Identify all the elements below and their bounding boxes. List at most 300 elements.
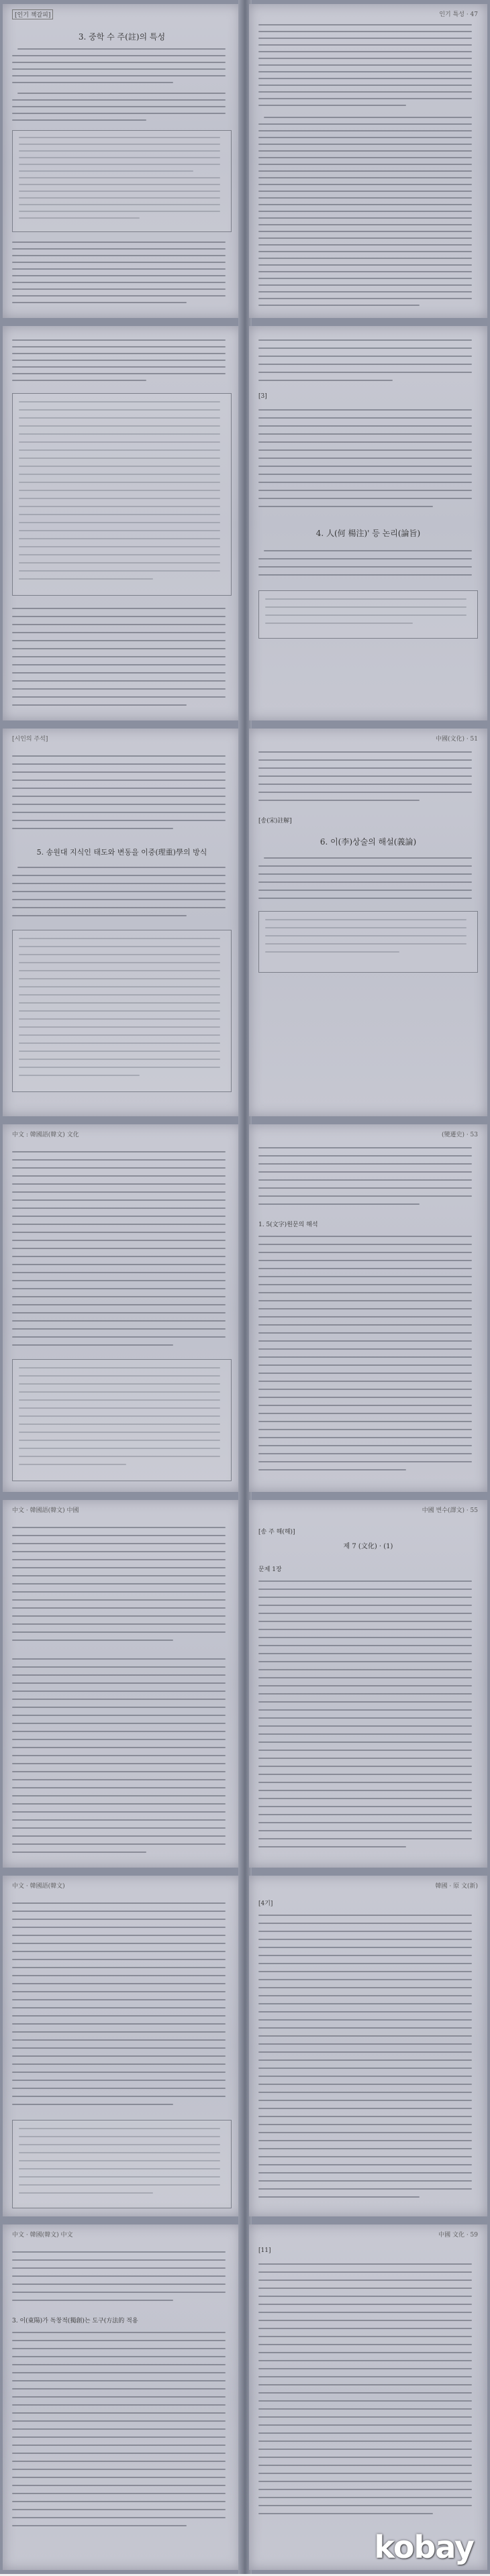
text-line (258, 1373, 472, 1374)
text-line (258, 425, 472, 427)
text-line (258, 1179, 472, 1181)
text-line (258, 237, 472, 239)
text-line (19, 417, 220, 419)
text-line (19, 2152, 220, 2153)
text-line (12, 2063, 226, 2065)
text-line (258, 865, 472, 867)
text-line (258, 1187, 472, 1189)
text-line (258, 197, 472, 199)
text-line (12, 1543, 226, 1544)
subsection-label: [송(宋)註解] (258, 818, 292, 824)
text-line (258, 2473, 472, 2474)
text-line (258, 1284, 472, 1285)
text-line (19, 1383, 220, 1385)
text-line (258, 144, 472, 145)
text-line (258, 2092, 472, 2093)
text-line (258, 441, 472, 443)
text-line (258, 1163, 472, 1165)
text-line (258, 1260, 472, 1261)
text-line (258, 2172, 472, 2174)
text-line (19, 530, 220, 531)
text-line (258, 123, 472, 125)
text-line (12, 1731, 226, 1732)
text-line (12, 1607, 226, 1609)
text-line (258, 881, 472, 883)
text-line (258, 51, 472, 52)
text-line (258, 2051, 472, 2053)
text-line (258, 890, 472, 891)
text-line (258, 1621, 472, 1622)
right-page (249, 326, 487, 720)
left-page (3, 1500, 241, 1868)
text-line (258, 1292, 472, 1293)
text-line (258, 1790, 472, 1791)
text-line (12, 2340, 226, 2341)
text-line (19, 177, 220, 178)
text-line (12, 1779, 226, 1780)
text-line (19, 466, 220, 467)
text-line (258, 2320, 472, 2321)
text-line (19, 514, 220, 515)
text-line (258, 1685, 472, 1686)
text-line (12, 2104, 173, 2105)
text-line (12, 1175, 226, 1177)
subsection-label: 3. 이(東陽)가 독창적(獨創)는 도구(方法的 적용 (12, 2318, 138, 2324)
text-line (12, 1927, 226, 1928)
text-line (12, 1747, 226, 1748)
text-line (12, 1763, 226, 1764)
text-line (12, 1771, 226, 1772)
page-spread-photo (0, 0, 490, 324)
text-line (258, 482, 472, 483)
section-heading: 4. 人(何 楊注)' 등 논리(論旨) (315, 529, 421, 538)
text-line (12, 632, 226, 633)
text-line (19, 217, 140, 219)
text-line (17, 48, 226, 50)
text-line (12, 2469, 226, 2470)
text-line (12, 616, 226, 617)
text-line (12, 268, 226, 270)
text-line (19, 1464, 126, 1465)
text-line (12, 1943, 226, 1944)
text-line (12, 346, 226, 347)
text-line (258, 2360, 472, 2361)
text-line (258, 2180, 472, 2182)
text-line (258, 224, 472, 225)
text-line (258, 2408, 472, 2410)
text-line (19, 184, 220, 185)
text-line (258, 1979, 472, 1980)
text-line (258, 1437, 472, 1438)
running-header: 中國 변수(譯文) · 55 (422, 1507, 478, 1514)
text-line (19, 570, 220, 572)
text-line (12, 1336, 226, 1338)
text-line (258, 449, 472, 451)
text-line (265, 935, 467, 936)
text-line (12, 2461, 226, 2462)
text-line (258, 2196, 420, 2198)
text-line (258, 1461, 472, 1462)
right-page (249, 1124, 487, 1492)
page-spread-photo (0, 1872, 490, 2222)
text-line (258, 490, 472, 491)
right-page (249, 2224, 487, 2570)
commentary-box (12, 393, 232, 596)
text-line (12, 1951, 226, 1952)
text-line (258, 24, 472, 25)
text-line (258, 2068, 472, 2069)
text-line (12, 1328, 226, 1330)
text-line (258, 2497, 472, 2498)
running-header: 中文 · 韓國語(韓文) 中國 (12, 1507, 79, 1514)
text-line (12, 2493, 226, 2494)
text-line (19, 2144, 220, 2145)
text-line (12, 828, 173, 829)
text-line (12, 1723, 226, 1724)
text-line (12, 812, 226, 813)
text-line (258, 2481, 472, 2482)
text-line (258, 558, 472, 559)
text-line (258, 1725, 472, 1727)
text-line (12, 2332, 226, 2333)
text-line (258, 2156, 472, 2157)
text-line (12, 1191, 226, 1193)
text-line (19, 562, 220, 564)
text-line (258, 751, 472, 753)
text-line (265, 598, 467, 600)
text-line (12, 915, 187, 916)
text-line (258, 759, 472, 761)
text-line (258, 2352, 472, 2353)
text-line (12, 113, 226, 114)
text-line (12, 2007, 226, 2008)
subsection-label: 문제 1장 (258, 1566, 282, 1573)
text-line (19, 946, 220, 947)
text-line (12, 2292, 226, 2293)
text-line (12, 99, 226, 101)
left-page (3, 1876, 241, 2216)
text-line (258, 170, 472, 172)
text-line (258, 2084, 472, 2085)
text-line (12, 2348, 226, 2349)
text-line (258, 1429, 472, 1430)
running-header: 中國(文化) · 51 (435, 736, 478, 743)
text-line (12, 1312, 226, 1313)
text-line (19, 1448, 220, 1449)
text-line (19, 433, 220, 435)
text-line (12, 1715, 226, 1716)
text-line (12, 1159, 226, 1161)
text-line (19, 578, 153, 580)
text-line (12, 1272, 226, 1273)
text-line (258, 784, 472, 785)
text-line (12, 2259, 226, 2261)
text-line (258, 2140, 472, 2141)
text-line (12, 1344, 173, 1346)
text-line (258, 1453, 472, 1454)
text-line (19, 1067, 220, 1068)
text-line (258, 1300, 472, 1301)
running-header: [시인의 주석] (12, 736, 48, 743)
text-line (258, 38, 472, 39)
text-line (258, 1838, 472, 1839)
text-line (258, 1782, 472, 1783)
text-line (258, 184, 472, 185)
text-line (258, 1364, 472, 1366)
text-line (12, 1199, 226, 1201)
text-line (258, 2336, 472, 2337)
text-line (258, 2116, 472, 2117)
text-line (12, 2015, 226, 2017)
text-line (258, 347, 472, 349)
text-line (258, 78, 472, 79)
text-line (12, 1851, 146, 1853)
text-line (258, 258, 472, 259)
text-line (19, 449, 220, 451)
text-line (12, 2080, 226, 2081)
text-line (258, 1939, 472, 1940)
right-page (249, 1500, 487, 1868)
text-line (258, 1340, 472, 1342)
text-line (12, 1216, 226, 1217)
text-line (258, 91, 472, 93)
text-line (12, 672, 226, 674)
text-line (19, 474, 220, 475)
text-line (258, 2344, 472, 2345)
text-line (258, 71, 472, 72)
text-line (12, 1935, 226, 1936)
text-line (258, 506, 433, 507)
text-line (12, 373, 226, 374)
text-line (12, 2477, 226, 2478)
text-line (19, 2136, 220, 2137)
text-line (19, 962, 220, 963)
text-line (258, 898, 472, 899)
text-line (12, 763, 226, 765)
text-line (19, 1440, 220, 1441)
text-line (12, 1288, 226, 1289)
text-line (12, 755, 226, 757)
text-line (258, 2100, 472, 2101)
text-line (258, 775, 472, 777)
section-heading: 6. 이(李)상술의 해설(義論) (320, 837, 417, 847)
text-line (12, 1755, 226, 1756)
text-line (19, 1432, 220, 1433)
right-page (249, 1876, 487, 2216)
section-tag: [송 주 해(해)] (258, 1529, 295, 1536)
text-line (258, 409, 472, 411)
text-line (258, 244, 472, 246)
text-line (258, 278, 472, 279)
text-line (258, 264, 472, 266)
text-line (258, 1822, 472, 1823)
text-line (258, 105, 406, 106)
text-line (12, 1232, 226, 1233)
text-line (258, 1669, 472, 1670)
text-line (258, 2392, 472, 2394)
text-line (19, 2192, 153, 2194)
text-line (258, 1995, 472, 1996)
text-line (258, 574, 472, 576)
page-spread-photo (0, 322, 490, 727)
text-line (258, 1381, 472, 1382)
text-line (258, 1276, 472, 1277)
text-line (19, 211, 220, 212)
text-line (12, 2404, 226, 2406)
text-line (12, 248, 226, 250)
running-header: 中國 文化 · 59 (438, 2232, 478, 2239)
text-line (12, 1911, 226, 1912)
text-line (258, 2432, 472, 2434)
text-line (258, 1661, 472, 1662)
text-line (258, 130, 472, 131)
subsection-label: [11] (258, 2247, 271, 2254)
text-line (12, 899, 226, 900)
text-line (19, 1042, 220, 1044)
text-line (12, 780, 226, 781)
text-line (12, 1902, 226, 1904)
page-spread-photo (0, 1120, 490, 1498)
section-tag: [인기 책갈피] (12, 9, 53, 19)
text-line (19, 1026, 220, 1028)
text-line (258, 2457, 472, 2458)
text-line (19, 441, 220, 443)
text-line (12, 696, 226, 698)
text-line (12, 2031, 226, 2033)
text-line (19, 2176, 220, 2178)
text-line (258, 211, 472, 212)
text-line (12, 1256, 226, 1257)
text-line (258, 157, 472, 158)
text-line (12, 82, 173, 83)
text-line (258, 98, 472, 99)
text-line (258, 1750, 472, 1751)
running-header: 韓國 · 原 文(新) (435, 1883, 478, 1890)
text-line (258, 217, 472, 219)
text-line (12, 1811, 226, 1813)
text-line (19, 157, 220, 158)
text-line (12, 2055, 226, 2057)
text-line (12, 796, 226, 797)
text-line (258, 1717, 472, 1719)
text-line (258, 58, 472, 59)
text-line (258, 566, 472, 568)
text-line (258, 1195, 472, 1197)
text-line (258, 1798, 472, 1799)
text-line (12, 2428, 226, 2430)
text-line (258, 474, 472, 475)
text-line (12, 704, 187, 706)
text-line (12, 2096, 226, 2097)
subsection-label: [3] (258, 393, 267, 400)
text-line (265, 927, 467, 928)
text-line (258, 1931, 472, 1932)
text-line (258, 433, 472, 435)
text-line (19, 2184, 220, 2186)
text-line (258, 85, 472, 86)
text-line (19, 458, 220, 459)
text-line (258, 873, 472, 875)
page-spread-photo (0, 1496, 490, 1874)
text-line (12, 2356, 226, 2357)
text-line (258, 498, 472, 499)
text-line (258, 2465, 472, 2466)
text-line (19, 1059, 220, 1060)
text-line (12, 624, 226, 625)
text-line (19, 401, 220, 402)
text-line (19, 1075, 140, 1076)
text-line (12, 1827, 226, 1829)
text-line (12, 2445, 226, 2446)
text-line (258, 1915, 472, 1916)
text-line (19, 490, 220, 491)
text-line (12, 1575, 226, 1576)
text-line (258, 1955, 472, 1956)
text-line (258, 1203, 420, 1205)
text-line (12, 1658, 226, 1660)
text-line (258, 2505, 472, 2506)
text-line (12, 1975, 226, 1976)
text-line (265, 919, 467, 920)
text-line (12, 2517, 226, 2518)
text-line (19, 1424, 220, 1425)
text-line (12, 1280, 226, 1281)
text-line (258, 1413, 472, 1414)
text-line (258, 1147, 472, 1148)
text-line (12, 380, 146, 381)
text-line (12, 1803, 226, 1805)
text-line (12, 1296, 226, 1297)
right-page (249, 729, 487, 1116)
text-line (17, 867, 226, 868)
text-line (12, 302, 187, 303)
text-line (19, 197, 220, 199)
text-line (258, 792, 472, 793)
text-line (258, 1308, 472, 1309)
text-line (258, 1397, 472, 1398)
text-line (12, 106, 226, 107)
text-line (258, 372, 472, 373)
text-line (12, 1690, 226, 1692)
text-line (12, 875, 226, 876)
text-line (12, 360, 226, 361)
text-line (258, 2400, 472, 2402)
text-line (258, 2449, 472, 2450)
text-line (258, 1637, 472, 1638)
text-line (12, 2420, 226, 2422)
text-line (19, 970, 220, 971)
text-line (12, 1991, 226, 1992)
text-line (19, 1375, 220, 1377)
text-line (258, 231, 472, 232)
text-line (258, 1733, 472, 1735)
text-line (258, 2164, 472, 2165)
text-line (12, 1999, 226, 2000)
text-line (12, 891, 226, 892)
text-line (258, 339, 472, 341)
text-line (12, 883, 226, 884)
left-page (3, 2224, 241, 2570)
text-line (19, 1034, 220, 1036)
text-line (12, 1240, 226, 1241)
text-line (12, 2023, 226, 2025)
text-line (258, 1171, 472, 1173)
text-line (12, 262, 226, 263)
text-line (258, 1693, 472, 1695)
text-line (12, 1707, 226, 1708)
text-line (258, 177, 472, 178)
text-line (258, 1332, 472, 1334)
